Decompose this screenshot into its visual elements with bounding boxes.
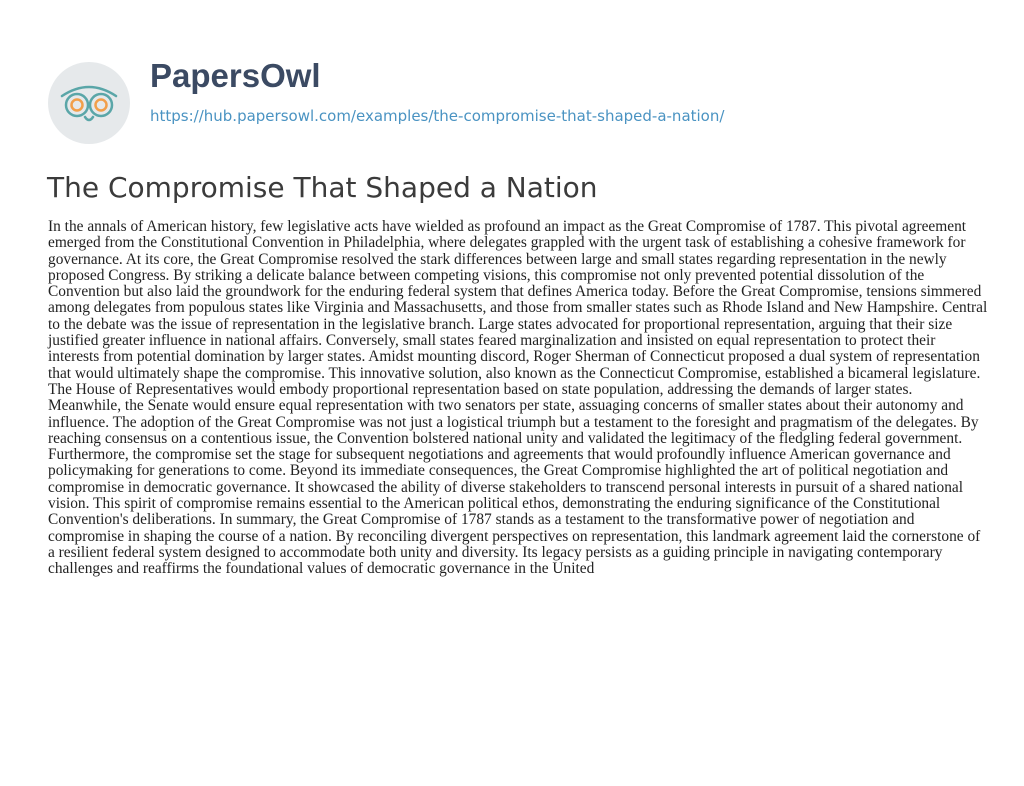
page-url-link[interactable]: https://hub.papersowl.com/examples/the-compromise-that-shaped-a-nation/ [150, 107, 725, 125]
article-body: In the annals of American history, few legislative acts have wielded as profound an impact as the Great Compromise of 1787. This pivotal agreement emerged from the Constitutional Convention in Philadelphia, where delegates grappled with the urgent task of establishing a cohesive framework for governance. At its core, the Great Compromise resolved the stark differences between large and small states regarding representation in the newly proposed Congress. By striking a delicate balance between competing visions, this compromise not only prevented potential dissolution of the Convention but also laid the groundwork for the enduring federal system that defines America today. Before the Great Compromise, tensions simmered among delegates from populous states like Virginia and Massachusetts, and those from smaller states such as Rhode Island and New Hampshire. Central to the debate was the issue of representation in the legislative branch. Large states advocated for proportional representation, arguing that their size justified greater influence in national affairs. Conversely, small states feared marginalization and insisted on equal representation to protect their interests from potential domination by larger states. Amidst mounting discord, Roger Sherman of Connecticut proposed a dual system of representation that would ultimately shape the compromise. This innovative solution, also known as the Connecticut Compromise, established a bicameral legislature. The House of Representatives would embody proportional representation based on state population, addressing the demands of larger states. Meanwhile, the Senate would ensure equal representation with two senators per state, assuaging concerns of smaller states about their autonomy and influence. The adoption of the Great Compromise was not just a logistical triumph but a testament to the foresight and pragmatism of the delegates. By reaching consensus on a contentious issue, the Convention bolstered national unity and validated the legitimacy of the fledgling federal government. Furthermore, the compromise set the stage for subsequent negotiations and agreements that would profoundly influence American governance and policymaking for generations to come. Beyond its immediate consequences, the Great Compromise highlighted the art of political negotiation and compromise in democratic governance. It showcased the ability of diverse stakeholders to transcend personal interests in pursuit of a shared national vision. This spirit of compromise remains essential to the American political ethos, demonstrating the enduring significance of the Constitutional Convention's deliberations. In summary, the Great Compromise of 1787 stands as a testament to the transformative power of negotiation and compromise in shaping the course of a nation. By reconciling divergent perspectives on representation, this landmark agreement laid the cornerstone of a resilient federal system designed to accommodate both unity and diversity. Its legacy persists as a guiding principle in navigating contemporary challenges and reaffirms the foundational values of democratic governance in the United [48, 218, 988, 578]
owl-logo-icon[interactable] [48, 62, 130, 144]
page-title: The Compromise That Shaped a Nation [47, 171, 598, 204]
brand-name[interactable]: PapersOwl [150, 57, 321, 94]
owl-logo-svg [48, 62, 130, 144]
header [0, 0, 1024, 160]
